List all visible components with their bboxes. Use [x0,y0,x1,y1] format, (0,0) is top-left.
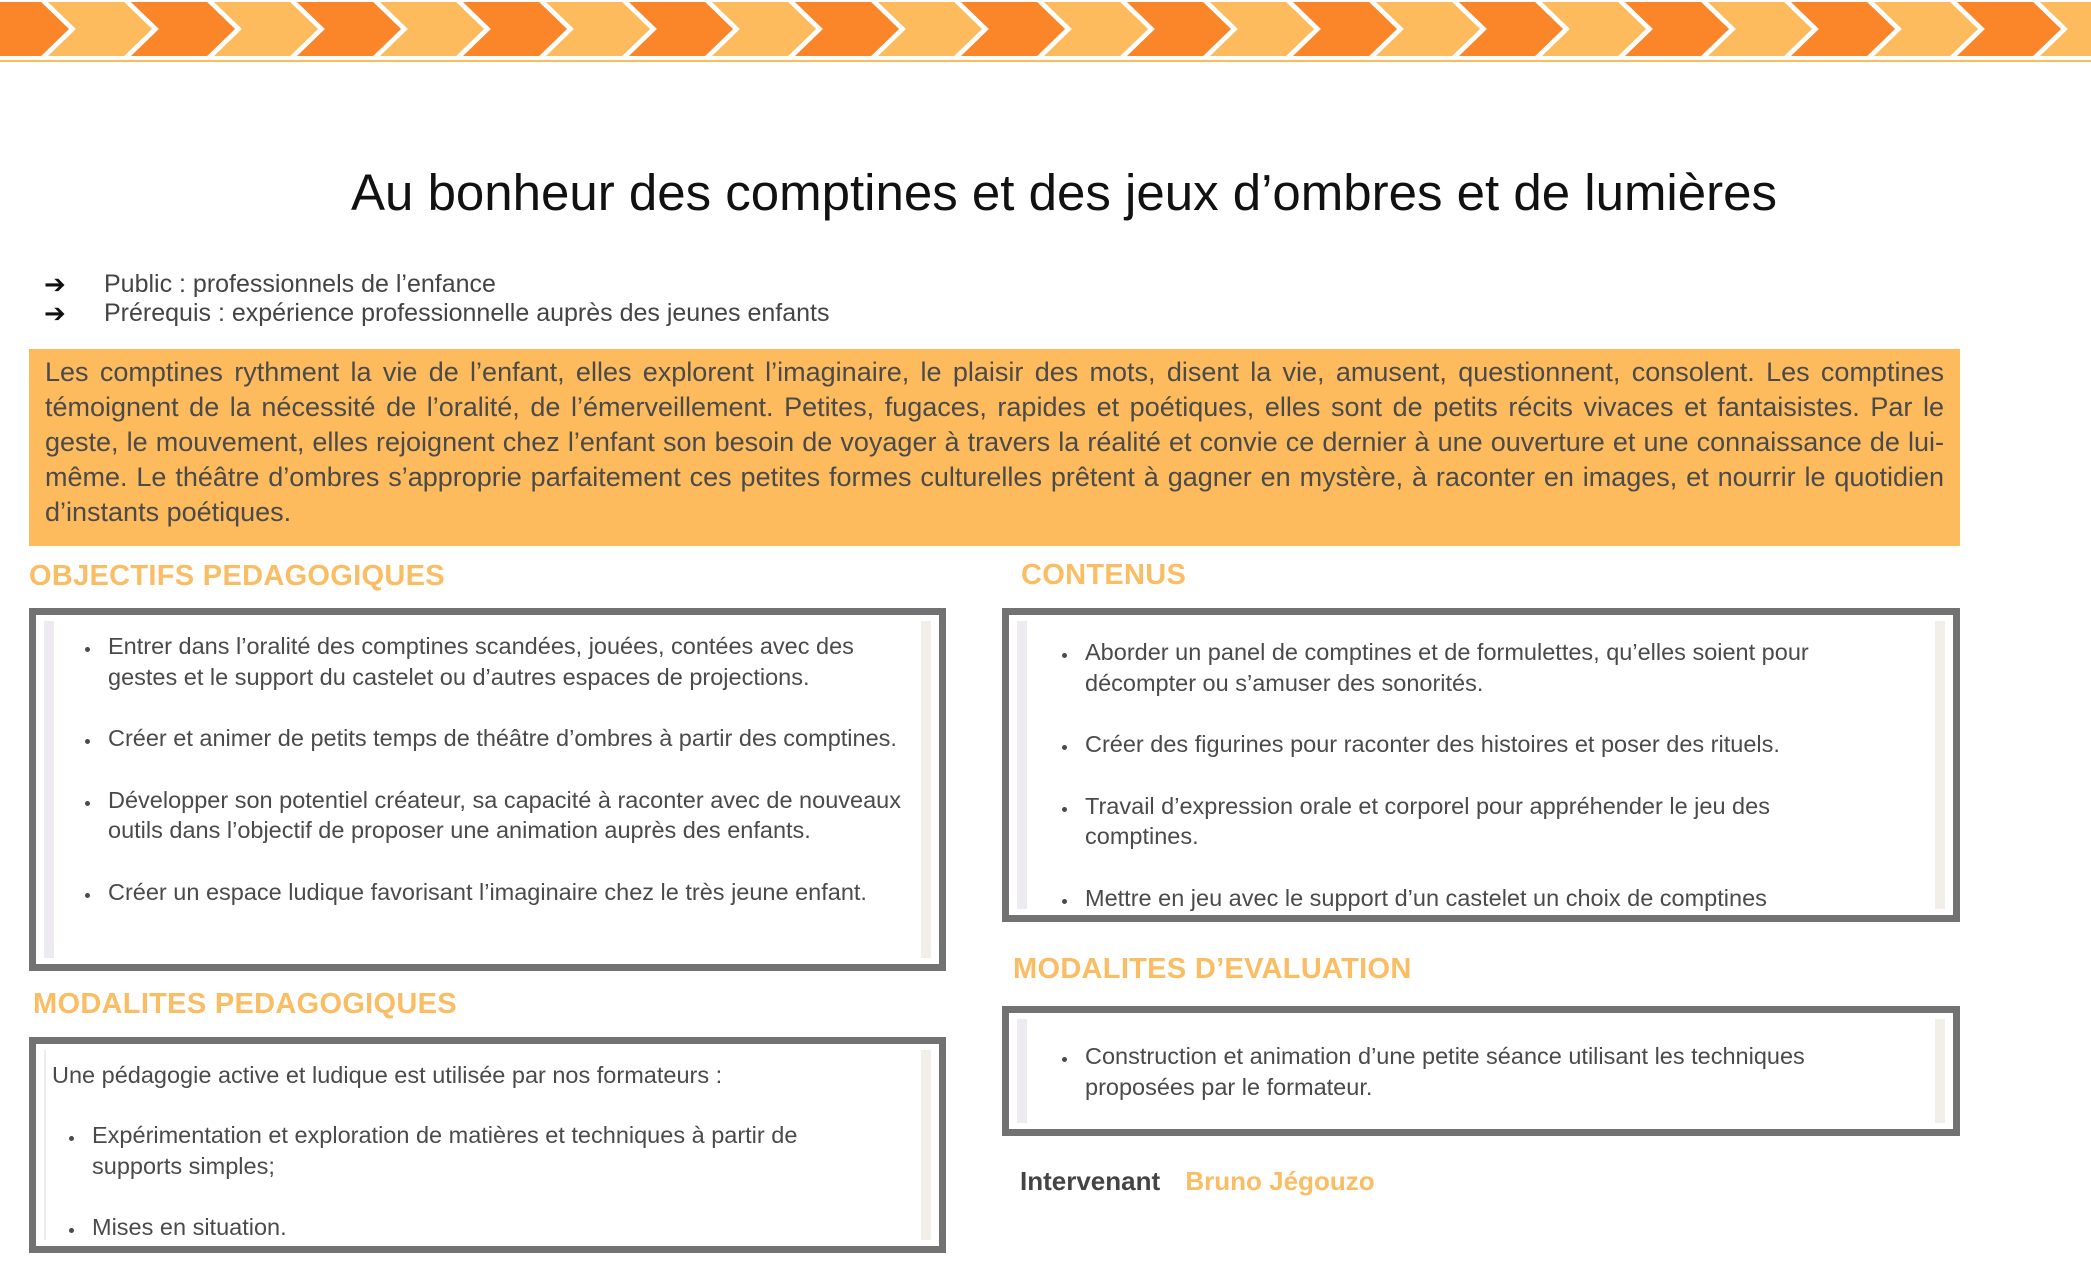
list-item: • Expérimentation et exploration de matières et techniques à partir de supports simples; [86,1120,921,1181]
prerequisite-text: Prérequis : expérience professionnelle auprès des jeunes enfants [104,299,830,327]
prerequisites-list [44,270,829,328]
prerequisite-text: Public : professionnels de l’enfance [104,270,496,298]
intervenant-label: Intervenant [1020,1166,1161,1196]
list-item: • Mettre en jeu avec le support d’un castelet un choix de comptines [1079,883,1935,914]
objectifs-inner [44,621,931,958]
list-item: • Construction et animation d’une petite séance utilisant les techniques proposées par le formateur. [1079,1041,1935,1102]
modalites-evaluation-list [1027,1019,1935,1102]
arrow-right-icon: ➔ [44,298,66,328]
contenus-inner [1017,621,1945,909]
list-item: • Mises en situation. [86,1212,921,1243]
modalites-pedagogiques-heading: MODALITES PEDAGOGIQUES [33,988,457,1020]
objectifs-heading: OBJECTIFS PEDAGOGIQUES [29,560,445,592]
modalites-lead: Une pédagogie active et ludique est utilisée par nos formateurs : [52,1062,723,1088]
contenus-heading: CONTENUS [1021,559,1187,591]
objectifs-box [29,608,946,971]
modalites-evaluation-box [1002,1006,1960,1136]
intervenant-name: Bruno Jégouzo [1185,1166,1375,1196]
objectifs-list [54,621,921,907]
modalites-pedagogiques-box [29,1037,946,1253]
contenus-list [1027,621,1935,913]
prerequisite-public [44,270,829,299]
intervenant-line [1020,1166,1375,1197]
list-item: • Aborder un panel de comptines et de formulettes, qu’elles soient pour décompter ou s’amuser des sonorités. [1079,637,1935,698]
list-item: • Créer un espace ludique favorisant l’imaginaire chez le très jeune enfant. [102,877,921,908]
modalites-pedagogiques-list [46,1120,921,1243]
contenus-box [1002,608,1960,922]
list-item: • Créer des figurines pour raconter des histoires et poser des rituels. [1079,729,1935,760]
modalites-evaluation-heading: MODALITES D’EVALUATION [1013,953,1412,985]
list-item: • Créer et animer de petits temps de théâtre d’ombres à partir des comptines. [102,723,921,754]
arrow-right-icon: ➔ [44,269,66,299]
list-item: • Développer son potentiel créateur, sa capacité à raconter avec de nouveaux outils dans l’objectif de proposer une animation auprès des enfants. [102,785,921,846]
modalites-pedagogiques-inner [44,1050,931,1240]
list-item: • Entrer dans l’oralité des comptines scandées, jouées, contées avec des gestes et le support du castelet ou d’autres espaces de projections. [102,631,921,692]
intro-paragraph: Les comptines rythment la vie de l’enfant, elles explorent l’imaginaire, le plaisir des mots, disent la vie, amusent, questionnent, consolent. Les comptines témoignent de la nécessité de l’oralité, de l’émerveillement. Petites, fugaces, rapides et poétiques, elles sont de petits récits vivaces et fantaisistes. Par le geste, le mouvement, elles rejoignent chez l’enfant son besoin de voyager à travers la réalité et convie ce dernier à une ouverture et une connaissance de lui-même. Le théâtre d’ombres s’approprie parfaitement ces petites formes culturelles prêtent à gagner en mystère, à raconter en images, et nourrir le quotidien d’instants poétiques. [29,349,1960,546]
prerequisite-experience [44,299,829,328]
modalites-evaluation-inner [1017,1019,1945,1123]
list-item: • Travail d’expression orale et corporel pour appréhender le jeu des comptines. [1079,791,1935,852]
page-title: Au bonheur des comptines et des jeux d’ombres et de lumières [351,164,1777,221]
chevron-banner [0,0,2091,62]
